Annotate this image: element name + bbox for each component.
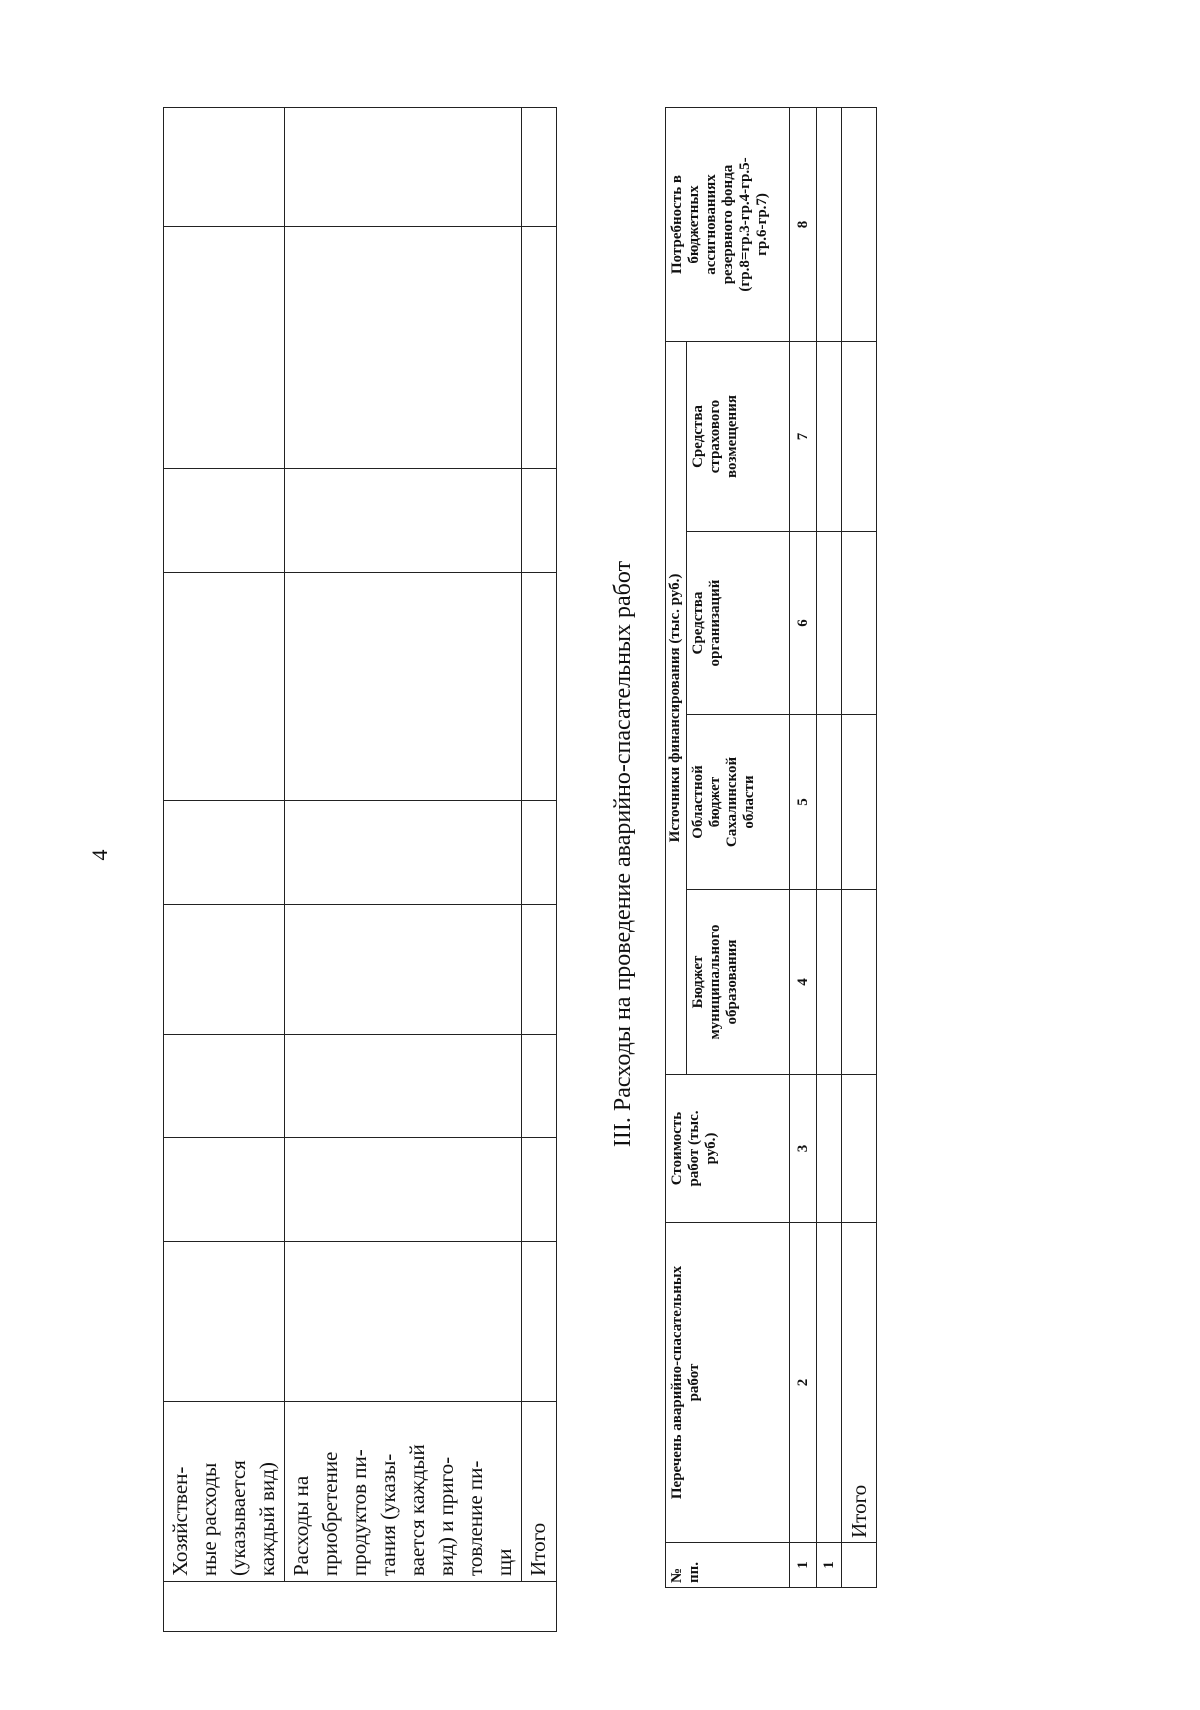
column-number: 1 <box>790 1543 817 1588</box>
table-cell <box>842 532 877 715</box>
column-number: 4 <box>790 890 817 1075</box>
table-cell <box>522 469 557 573</box>
section-title: III. Расходы на проведение аварийно-спасательных работ <box>610 560 636 1148</box>
table-cell <box>164 905 285 1035</box>
table-cell <box>817 715 842 890</box>
table-cell <box>817 890 842 1075</box>
column-number: 5 <box>790 715 817 890</box>
table-cell <box>164 1582 557 1632</box>
header-row <box>666 107 687 1587</box>
row-label: Расходы на приобретение продуктов пи- тания (указы- вается каждый вид) и приго- товление пи- щи <box>285 1402 522 1582</box>
section-heading <box>610 173 637 1535</box>
table-row <box>522 108 557 1632</box>
table-cell <box>164 1242 285 1402</box>
table-cell <box>522 905 557 1035</box>
table-cell <box>817 107 842 341</box>
table-cell <box>522 1035 557 1138</box>
table-row <box>164 108 285 1632</box>
table-cell <box>285 1035 522 1138</box>
table-cell <box>817 532 842 715</box>
table-cell <box>842 1075 877 1223</box>
table-cell <box>842 107 877 341</box>
total-label: Итого <box>842 1223 877 1543</box>
table-cell <box>522 1242 557 1402</box>
table-cell <box>817 1223 842 1543</box>
table-cell <box>285 227 522 469</box>
table-row <box>285 108 522 1632</box>
table-cell <box>842 890 877 1075</box>
table-cell <box>522 801 557 905</box>
table-cell <box>164 469 285 573</box>
header-no: № пп. <box>666 1543 790 1588</box>
column-number-row <box>790 107 817 1587</box>
page-number: 4 <box>87 849 112 861</box>
table-cell <box>522 227 557 469</box>
header-need: Потребность в бюджетных ассигнованиях резервного фонда (гр.8=гр.3-гр.4-гр.5- гр.6-гр.7) <box>666 107 790 341</box>
header-municipal: Бюджет муниципального образования <box>687 890 790 1075</box>
table-cell <box>164 801 285 905</box>
header-org: Средства организаций <box>687 532 790 715</box>
row-number: 1 <box>817 1543 842 1588</box>
header-works: Перечень аварийно-спасательных работ <box>666 1223 790 1543</box>
column-number: 8 <box>790 107 817 341</box>
table-cell <box>164 1138 285 1242</box>
table-cell <box>842 341 877 531</box>
header-insurance: Средства страхового возмещения <box>687 341 790 531</box>
table-cell <box>522 108 557 227</box>
column-number: 7 <box>790 341 817 531</box>
row-number <box>842 1543 877 1588</box>
table-cell <box>522 1138 557 1242</box>
expenses-table <box>163 107 557 1632</box>
table-cell <box>285 801 522 905</box>
table-cell <box>285 573 522 801</box>
table-cell <box>164 108 285 227</box>
table-row <box>817 107 842 1587</box>
table-cell <box>842 715 877 890</box>
table-cell <box>164 573 285 801</box>
table-cell <box>285 469 522 573</box>
row-label: Итого <box>522 1402 557 1582</box>
table-cell <box>522 573 557 801</box>
table-cell <box>817 341 842 531</box>
table-row <box>842 107 877 1587</box>
rescue-works-table <box>665 107 877 1588</box>
row-label: Хозяйствен- ные расходы (указывается каждый вид) <box>164 1402 285 1582</box>
header-sources-group: Источники финансирования (тыс. руб.) <box>666 341 687 1074</box>
column-number: 6 <box>790 532 817 715</box>
header-cost: Стоимость работ (тыс. руб.) <box>666 1075 790 1223</box>
table-cell <box>164 227 285 469</box>
table-cell <box>164 1035 285 1138</box>
table-cell <box>285 1242 522 1402</box>
table-cell <box>817 1075 842 1223</box>
column-number: 2 <box>790 1223 817 1543</box>
table-cell <box>285 905 522 1035</box>
table-cell <box>285 108 522 227</box>
column-number: 3 <box>790 1075 817 1223</box>
header-regional: Областной бюджет Сахалинской области <box>687 715 790 890</box>
table-cell <box>285 1138 522 1242</box>
